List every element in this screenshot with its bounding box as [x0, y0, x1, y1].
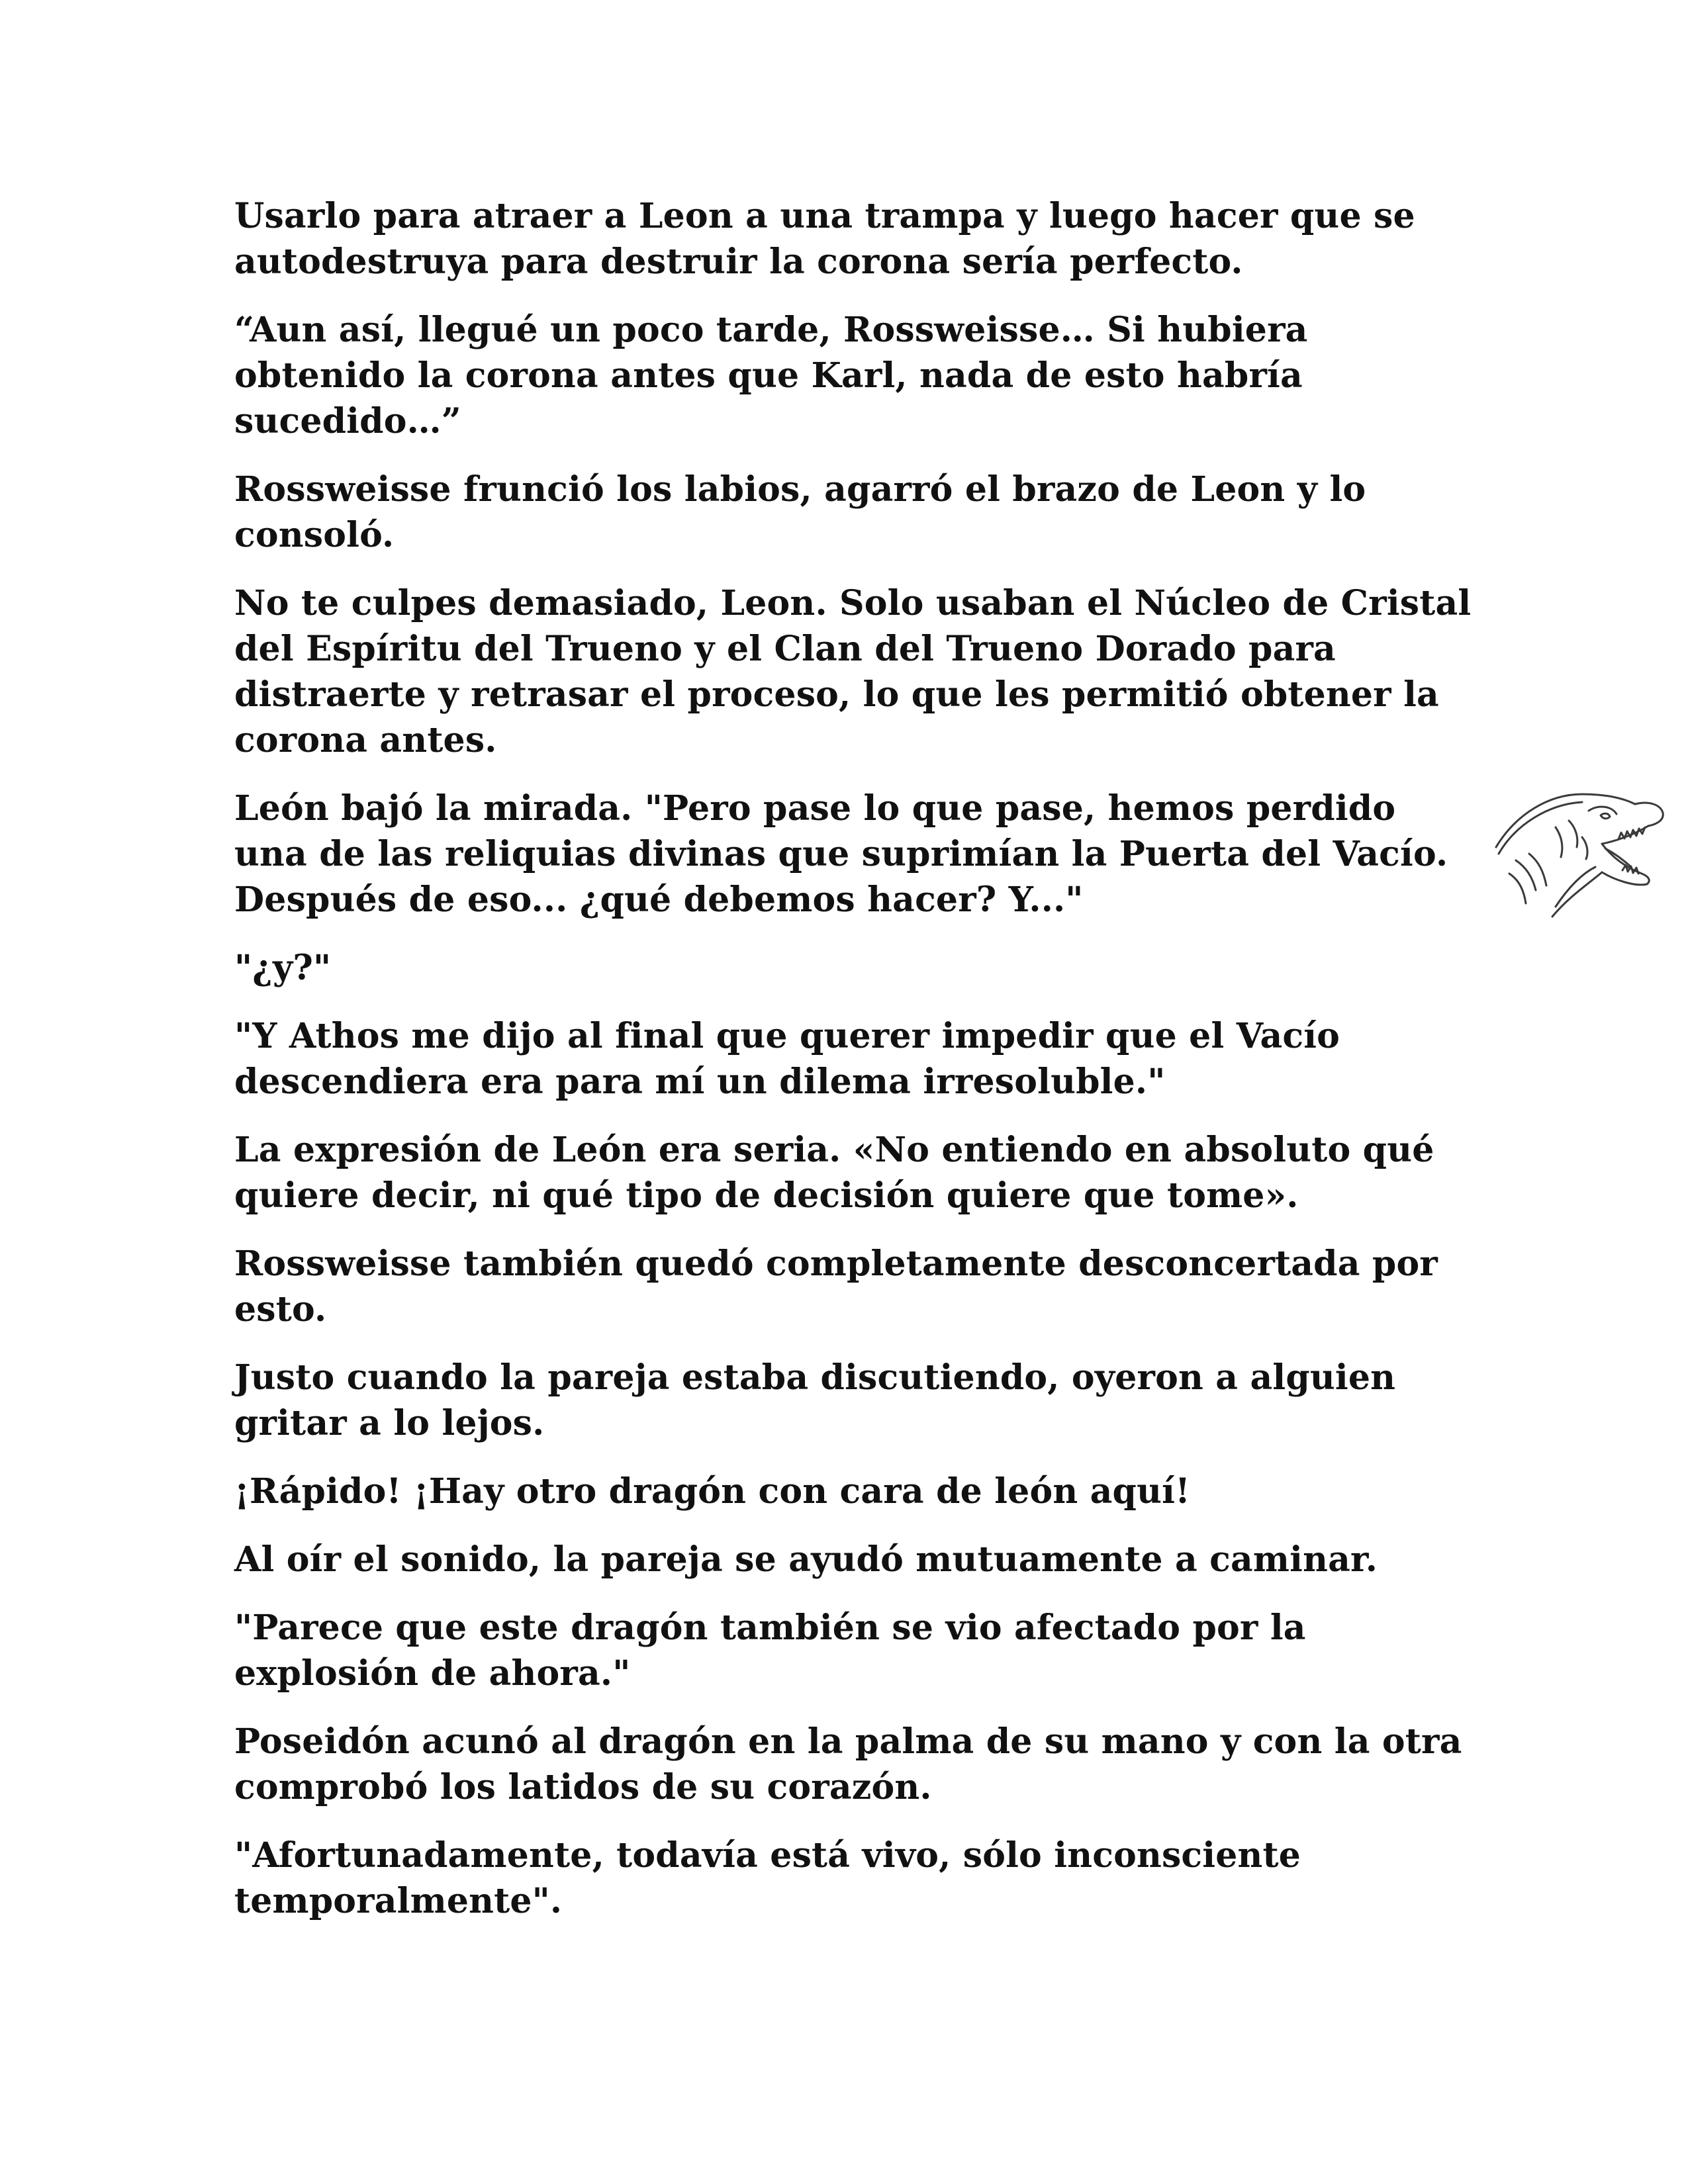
paragraph: Rossweisse también quedó completamente desconcertada por esto.: [234, 1244, 1438, 1330]
paragraph: No te culpes demasiado, Leon. Solo usaban el Núcleo de Cristal del Espíritu del Trueno y el Clan del Trueno Dorado para distraerte y retrasar el proceso, lo que les permitió obtener la corona antes.: [234, 583, 1472, 760]
paragraph: Usarlo para atraer a Leon a una trampa y luego hacer que se autodestruya para destruir la corona sería perfecto.: [234, 196, 1415, 282]
paragraph: “Aun así, llegué un poco tarde, Rossweisse… Si hubiera obtenido la corona antes que Karl, nada de esto habría sucedido…”: [234, 310, 1308, 441]
paragraph: León bajó la mirada. "Pero pase lo que pase, hemos perdido una de las reliquias divinas que suprimían la Puerta del Vacío. Después de eso... ¿qué debemos hacer? Y...": [234, 788, 1448, 920]
paragraph: La expresión de León era seria. «No entiendo en absoluto qué quiere decir, ni qué tipo de decisión quiere que tome».: [234, 1130, 1434, 1216]
paragraph: "Parece que este dragón también se vio afectado por la explosión de ahora.": [234, 1608, 1306, 1694]
paragraph: Al oír el sonido, la pareja se ayudó mutuamente a caminar.: [234, 1539, 1378, 1580]
paragraph: "¿y?": [234, 948, 332, 988]
paragraph: Justo cuando la pareja estaba discutiendo, oyeron a alguien gritar a lo lejos.: [234, 1357, 1396, 1443]
body-text: [234, 193, 1479, 1946]
paragraph: Poseidón acunó al dragón en la palma de su mano y con la otra comprobó los latidos de su corazón.: [234, 1721, 1462, 1807]
paragraph: "Y Athos me dijo al final que querer impedir que el Vacío descendiera era para mí un dilema irresoluble.": [234, 1016, 1340, 1102]
paragraph: "Afortunadamente, todavía está vivo, sólo inconsciente temporalmente".: [234, 1835, 1301, 1921]
paragraph: ¡Rápido! ¡Hay otro dragón con cara de león aquí!: [234, 1471, 1191, 1512]
dinosaur-head-sketch-icon: [1489, 774, 1668, 927]
paragraph: Rossweisse frunció los labios, agarró el brazo de Leon y lo consoló.: [234, 469, 1366, 555]
